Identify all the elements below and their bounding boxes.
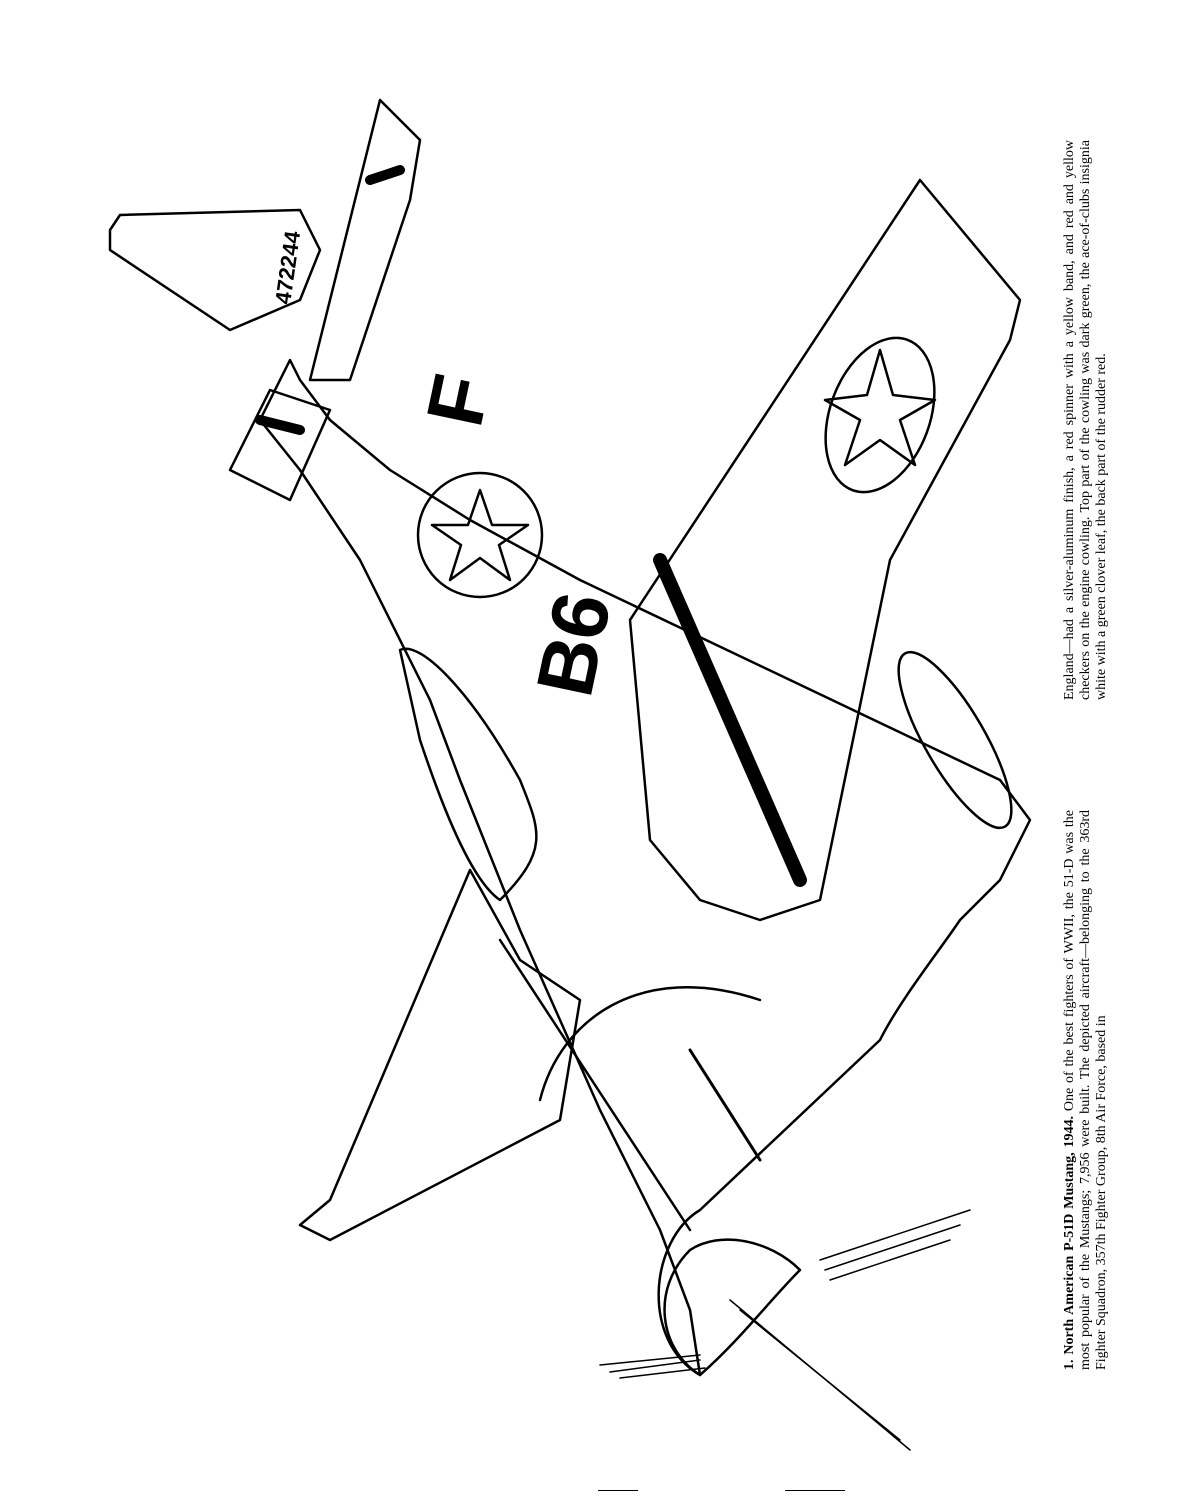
code-letters: B6 xyxy=(519,584,628,704)
caption-paragraph-1: One of the best fighters of WWII, the 51-D was the most popular of the Mustangs; 7,956 were built. The depicted aircraft—belonging to the 363rd Fighter Squadron, 357th Fighter Group, 8th Air Force, based in xyxy=(1062,809,1109,1370)
horizontal-stabilizer xyxy=(310,100,420,380)
caption-paragraph-2: England—had a silver-aluminum finish, a red spinner with a yellow band, and red and yellow checkers on the engine cowling. Top part of the cowling was dark green, the ace-of-clubs insignia white with a green clover leaf, the back part of the rudder red. xyxy=(1062,140,1109,700)
tail-serial: 472244 xyxy=(270,229,306,306)
upper-wing xyxy=(300,870,580,1240)
landing-wheel xyxy=(879,638,1031,841)
caption-column-left xyxy=(1062,810,1110,1370)
spinner xyxy=(665,1240,800,1375)
page-divider-right xyxy=(785,1490,845,1491)
canopy xyxy=(400,649,536,900)
page-divider-left xyxy=(598,1490,638,1491)
id-letter: F xyxy=(409,367,507,434)
caption-column-right xyxy=(1062,140,1110,700)
lower-wing xyxy=(630,180,1020,920)
fuselage xyxy=(260,360,1030,1375)
caption-heading: 1. North American P-51D Mustang, 1944. xyxy=(1062,1116,1077,1370)
